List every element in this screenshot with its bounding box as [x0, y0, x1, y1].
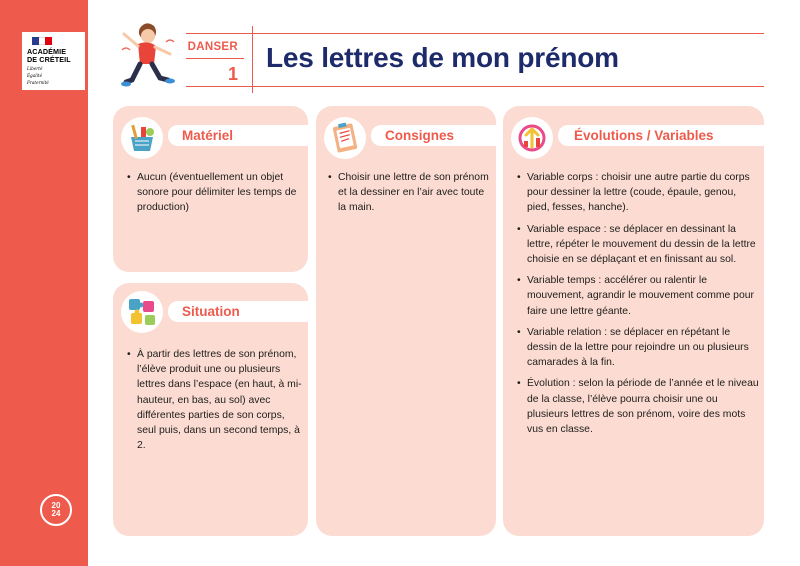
evolution-item-corps: • Variable corps : choisir une autre partie du corps pour dessiner la lettre (coude, épaule, genou, pied, fesses, hanche).	[517, 170, 759, 216]
clipboard-icon	[324, 117, 366, 159]
seal-year-bottom: 24	[51, 509, 61, 518]
evolution-item-espace: • Variable espace : se déplacer en dessinant la lettre, répéter le mouvement du dessin de la lettre choisie en se déplaçant et en finissant au sol.	[517, 222, 759, 268]
page-title: Les lettres de mon prénom	[266, 42, 619, 73]
consignes-heading: Consignes	[371, 125, 496, 146]
motto-fraternite: Fraternité	[27, 80, 49, 85]
situation-card	[113, 283, 308, 536]
materiel-card	[113, 106, 308, 272]
motto-egalite: Égalité	[27, 73, 43, 78]
dancing-child-illustration-icon	[118, 20, 178, 94]
academy-name-line1: ACADÉMIE	[27, 47, 67, 56]
academy-name-line2: DE CRÉTEIL	[27, 55, 71, 64]
evolutions-heading: Évolutions / Variables	[558, 125, 764, 146]
evolution-item-relation: • Variable relation : se déplacer en répétant le dessin de la lettre pour rejoindre un ou plusieurs camarades à la fin.	[517, 325, 759, 371]
materiel-item: • Aucun (éventuellement un objet sonore pour délimiter les temps de production)	[127, 170, 303, 216]
evolutions-card	[503, 106, 764, 536]
basket-icon	[121, 117, 163, 159]
sheet-number: 1	[227, 64, 238, 84]
puzzle-icon	[121, 291, 163, 333]
situation-item: • À partir des lettres de son prénom, l’élève produit une ou plusieurs lettres dans l’espace (en haut, à mi-hauteur, en bas, au sol) avec différentes parties de son corps, seul puis, dans un second temps, à 2.	[127, 347, 303, 453]
evolution-item-temps: • Variable temps : accélérer ou ralentir le mouvement, agrandir le mouvement comme pour faire une lettre géante.	[517, 273, 759, 319]
evolution-item-evolution: • Évolution : selon la période de l’année et le niveau de la classe, l’élève pourra choisir une ou plusieurs lettres de son prénom, voire des mots vus en classe.	[517, 376, 759, 437]
header-divider	[252, 26, 253, 93]
seal-year-top: 20	[51, 501, 61, 510]
consignes-item: • Choisir une lettre de son prénom et la dessiner en l’air avec toute la main.	[328, 170, 492, 216]
header-rule-bottom	[186, 86, 764, 87]
motto-liberte: Liberté	[27, 66, 43, 71]
olympic-2024-seal-icon	[40, 494, 72, 526]
discipline-label: DANSER	[187, 41, 238, 53]
header-rule-middle	[186, 58, 244, 59]
materiel-heading: Matériel	[168, 125, 308, 146]
consignes-card	[316, 106, 496, 536]
header-rule-top	[186, 33, 764, 34]
french-flag-icon	[32, 37, 52, 45]
situation-heading: Situation	[168, 301, 308, 322]
academy-logo	[22, 32, 85, 90]
progress-arrow-icon	[511, 117, 553, 159]
